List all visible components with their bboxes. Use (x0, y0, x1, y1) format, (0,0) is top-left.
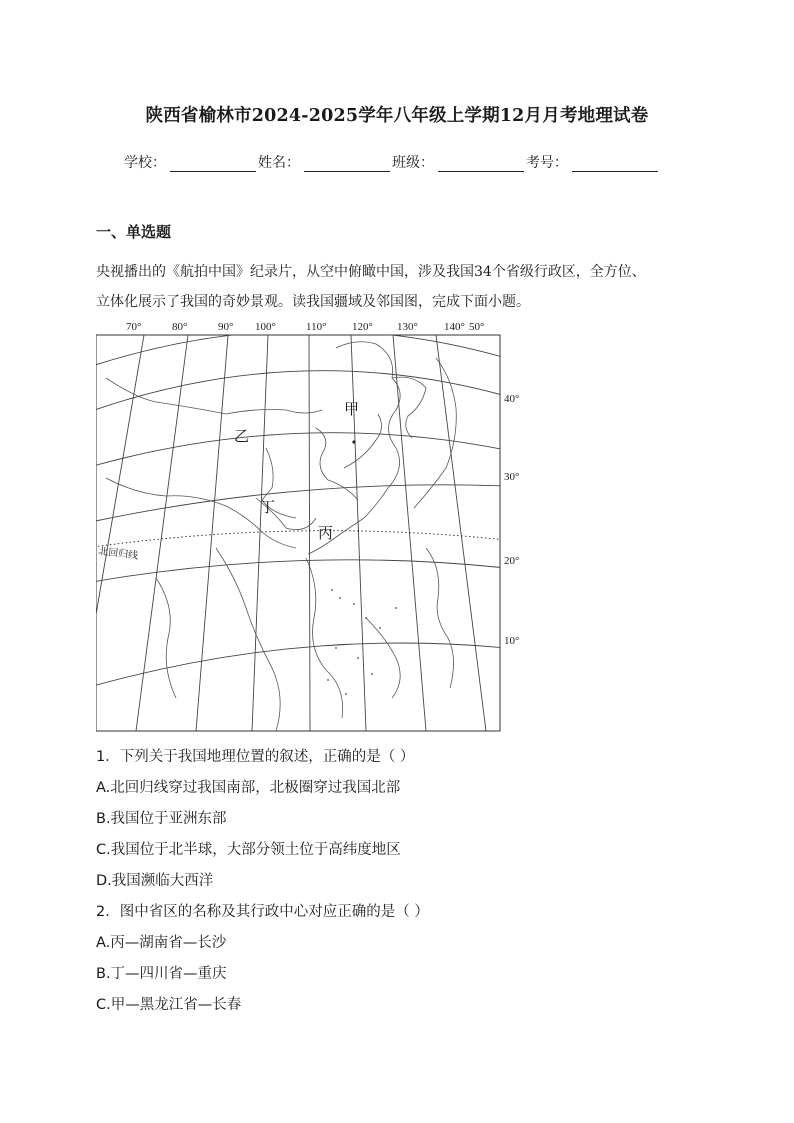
border (106, 378, 322, 414)
lon-label: 90° (218, 321, 234, 333)
coastline (216, 548, 280, 731)
lat-label: 20° (504, 555, 520, 567)
name-blank[interactable] (304, 155, 390, 172)
q2-option-c[interactable]: C.甲—黑龙江省—长春 (96, 997, 242, 1013)
name-field[interactable] (258, 152, 390, 172)
province-label-yi: 乙 (234, 429, 250, 445)
q1-option-c[interactable]: C.我国位于北半球，大部分领土位于高纬度地区 (96, 842, 401, 858)
lon-label: 50° (469, 321, 485, 333)
number-label: 考号： (526, 155, 568, 171)
meridian (136, 335, 188, 731)
q2-option-a[interactable]: A.丙—湖南省—长沙 (96, 935, 227, 951)
number-blank[interactable] (572, 155, 658, 172)
parallel (96, 560, 506, 583)
parallel (96, 643, 506, 688)
name-label: 姓名： (258, 155, 300, 171)
coastline (156, 578, 176, 698)
parallel (96, 485, 506, 523)
parallel (96, 330, 506, 368)
province-label-jia: 甲 (344, 402, 360, 418)
intro-line-2: 立体化展示了我国的奇妙景观。读我国疆域及邻国图，完成下面小题。 (96, 294, 530, 310)
meridian (436, 335, 486, 731)
lon-label: 120° (352, 321, 373, 333)
q1-option-a[interactable]: A.北回归线穿过我国南部，北极圈穿过我国北部 (96, 780, 401, 796)
class-label: 班级： (392, 155, 434, 171)
province-label-ding: 丁 (260, 500, 276, 516)
class-field[interactable] (392, 152, 524, 172)
lon-label: 80° (172, 321, 188, 333)
number-field[interactable] (526, 152, 658, 172)
lon-label: 110° (306, 321, 327, 333)
q1-option-b[interactable]: B.我国位于亚洲东部 (96, 811, 227, 827)
q1-option-d[interactable]: D.我国濒临大西洋 (96, 873, 214, 889)
province-label-bing: 丙 (318, 526, 334, 542)
school-field[interactable] (124, 152, 256, 172)
section-heading: 一、单选题 (96, 223, 172, 241)
parallel (96, 371, 506, 413)
meridian (309, 335, 310, 731)
coastline (426, 548, 454, 688)
school-label: 学校： (124, 155, 166, 171)
coastline (306, 558, 343, 718)
tropic-of-cancer-line (96, 531, 506, 548)
meridian (196, 335, 228, 731)
meridian (351, 335, 366, 731)
school-blank[interactable] (170, 155, 256, 172)
lon-label: 130° (397, 321, 418, 333)
page-title: 陕西省榆林市2024-2025学年八年级上学期12月月考地理试卷 (145, 106, 649, 126)
q2-option-b[interactable]: B.丁—四川省—重庆 (96, 966, 227, 982)
lon-label: 100° (255, 321, 276, 333)
student-info-row (124, 152, 660, 172)
coastline (366, 618, 400, 698)
parallel (96, 433, 506, 468)
lon-label: 70° (126, 321, 142, 333)
question-1: 1．下列关于我国地理位置的叙述，正确的是（ ） (96, 749, 415, 765)
map-frame (96, 335, 500, 731)
intro-line-1: 央视播出的《航拍中国》纪录片，从空中俯瞰中国，涉及我国34个省级行政区，全方位、 (96, 264, 646, 280)
tropic-label: 北回归线 (97, 546, 139, 562)
question-intro (96, 257, 706, 317)
province-border (344, 414, 382, 468)
china-map (96, 318, 526, 732)
lat-label: 40° (504, 393, 520, 405)
class-blank[interactable] (438, 155, 524, 172)
lat-label: 30° (504, 471, 520, 483)
beijing-marker (352, 440, 355, 443)
lat-label: 10° (504, 635, 520, 647)
meridian (252, 335, 268, 731)
lon-label: 140° (444, 321, 465, 333)
meridian (96, 335, 144, 731)
question-2: 2．图中省区的名称及其行政中心对应正确的是（ ） (96, 904, 429, 920)
